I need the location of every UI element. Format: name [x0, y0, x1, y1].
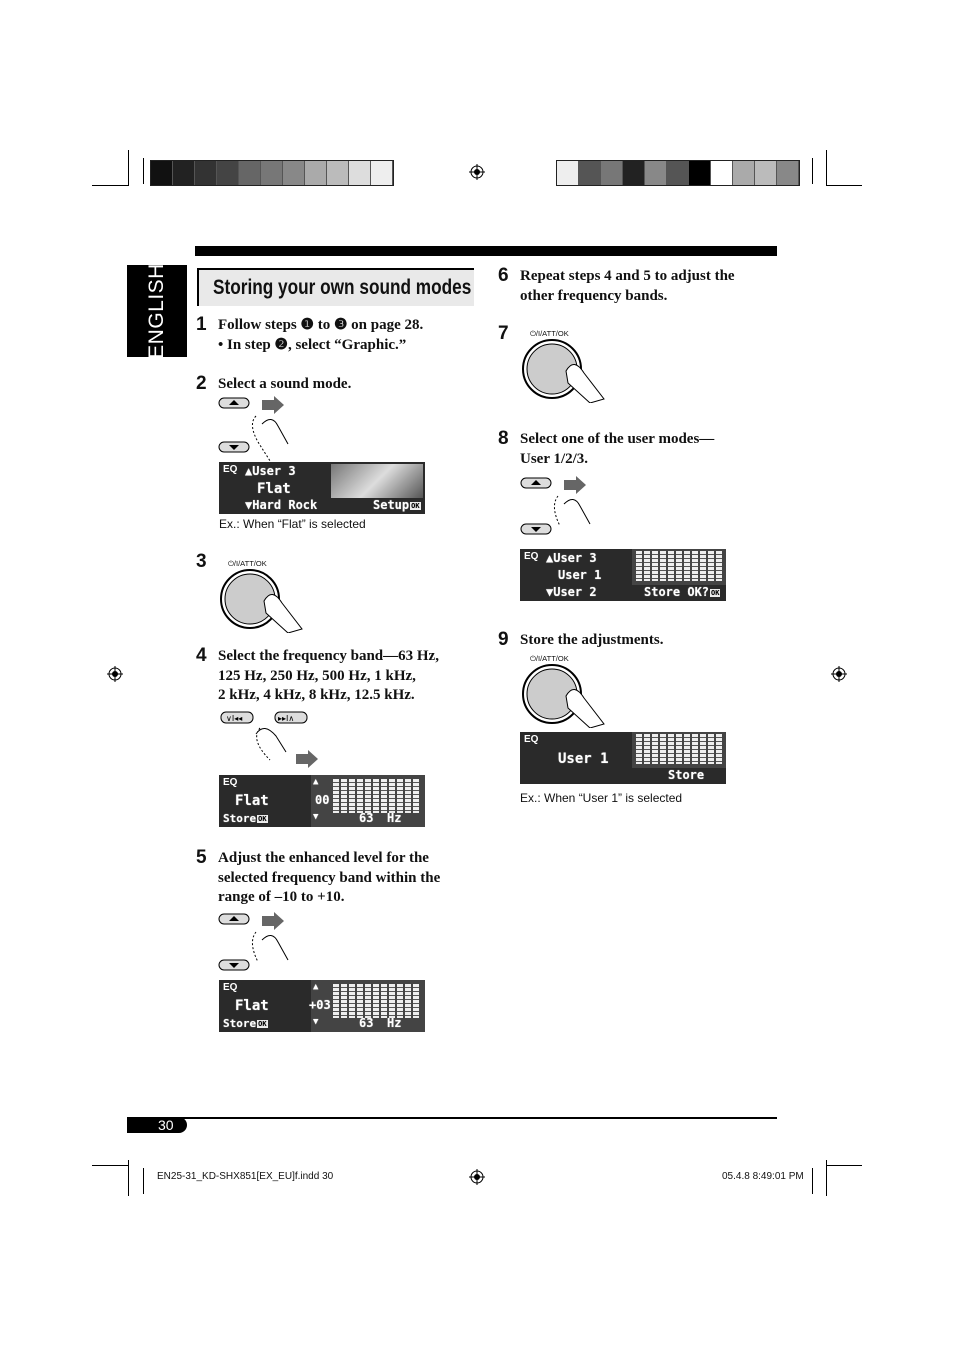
control-knob-icon [520, 662, 610, 728]
registration-mark-icon [469, 1169, 485, 1185]
step-2-text: Select a sound mode. [218, 376, 352, 392]
step-number: 4 [196, 645, 207, 666]
step-number: 8 [498, 428, 509, 449]
language-label: ENGLISH [145, 263, 168, 359]
crop-mark [128, 1160, 129, 1196]
step-number: 3 [196, 551, 207, 572]
top-rule [195, 246, 777, 256]
page-number-tab [127, 1117, 187, 1133]
equalizer-image [331, 464, 423, 498]
crop-mark [143, 1168, 144, 1194]
eq-display-frequency: EQ Flat Store OK ▲ 00 ▼ 63 Hz [219, 775, 425, 827]
eq-display-level: EQ Flat Store OK ▲ +03 ▼ 63 Hz [219, 980, 425, 1032]
crop-mark [143, 158, 144, 184]
up-down-buttons-icon [218, 912, 290, 976]
step-9-text: Store the adjustments. [520, 632, 664, 648]
page-number: 30 [158, 1117, 174, 1133]
eq-display-user-mode: EQ ▲User 3 User 1 ▼User 2 Store OK? OK [520, 549, 726, 601]
footer-timestamp: 05.4.8 8:49:01 PM [722, 1171, 804, 1182]
crop-mark [826, 1165, 862, 1166]
eq-display-stored: EQ User 1 Store [520, 732, 726, 784]
section-title-box [197, 268, 474, 306]
step-1-text: Follow steps ❶ to ❸ on page 28. • In step ❷, select “Graphic.” [218, 317, 424, 353]
up-arrow-icon: ▲ [313, 982, 319, 992]
step-number: 5 [196, 847, 207, 868]
eq-display-sound-mode: EQ ▲User 3 Flat ▼Hard Rock Setup OK [219, 462, 425, 514]
knob-label: ⏻/I/ATT/OK [530, 329, 569, 338]
step-number: 2 [196, 373, 207, 394]
crop-mark [92, 185, 128, 186]
step-number: 7 [498, 323, 509, 344]
crop-mark [128, 150, 129, 186]
footer-file: EN25-31_KD-SHX851[EX_EU]f.indd 30 [157, 1171, 334, 1182]
up-down-buttons-icon [218, 396, 290, 468]
svg-text:∨I◂◂: ∨I◂◂ [226, 714, 243, 723]
gray-scale-bar-left [150, 160, 394, 186]
step-number: 6 [498, 265, 509, 286]
caption: Ex.: When “Flat” is selected [219, 517, 366, 531]
registration-mark-icon [469, 164, 485, 180]
knob-label: ⏻/I/ATT/OK [530, 654, 569, 663]
language-tab [127, 265, 187, 357]
control-knob-icon [218, 567, 308, 633]
svg-text:▸▸I∧: ▸▸I∧ [278, 714, 295, 723]
step-number: 1 [196, 314, 207, 335]
bottom-rule [127, 1117, 777, 1119]
step-6-text: Repeat steps 4 and 5 to adjust the other frequency bands. [520, 268, 735, 304]
band-level-bars [636, 734, 722, 764]
registration-mark-icon [107, 666, 123, 682]
section-title: Storing your own sound modes [213, 276, 472, 299]
down-arrow-icon: ▼ [313, 812, 319, 822]
crop-mark [826, 185, 862, 186]
store-ok-label: Store OK? OK [644, 585, 720, 599]
crop-mark [826, 150, 827, 186]
caption: Ex.: When “User 1” is selected [520, 791, 683, 805]
band-level-bars [636, 551, 722, 581]
up-down-buttons-icon [520, 476, 592, 540]
gray-scale-bar-right [556, 160, 800, 186]
control-knob-icon [520, 337, 610, 403]
step-8-text: Select one of the user modes— User 1/2/3. [520, 431, 715, 467]
crop-mark [812, 1168, 813, 1194]
down-arrow-icon: ▼ [313, 1017, 319, 1027]
step-4-text: Select the frequency band—63 Hz, 125 Hz, 250 Hz, 500 Hz, 1 kHz, 2 kHz, 4 kHz, 8 kHz, 12.5 kHz. [218, 648, 439, 703]
step-number: 9 [498, 629, 509, 650]
setup-label: Setup OK [373, 498, 420, 512]
left-right-buttons-icon [220, 710, 330, 770]
knob-label: ⏻/I/ATT/OK [228, 559, 267, 568]
up-arrow-icon: ▲ [313, 777, 319, 787]
registration-mark-icon [831, 666, 847, 682]
crop-mark [92, 1165, 128, 1166]
band-level-bars [333, 984, 419, 1018]
band-level-bars [333, 779, 419, 813]
step-5-text: Adjust the enhanced level for the selected frequency band within the range of –10 to +10. [218, 850, 441, 905]
crop-mark [812, 158, 813, 184]
